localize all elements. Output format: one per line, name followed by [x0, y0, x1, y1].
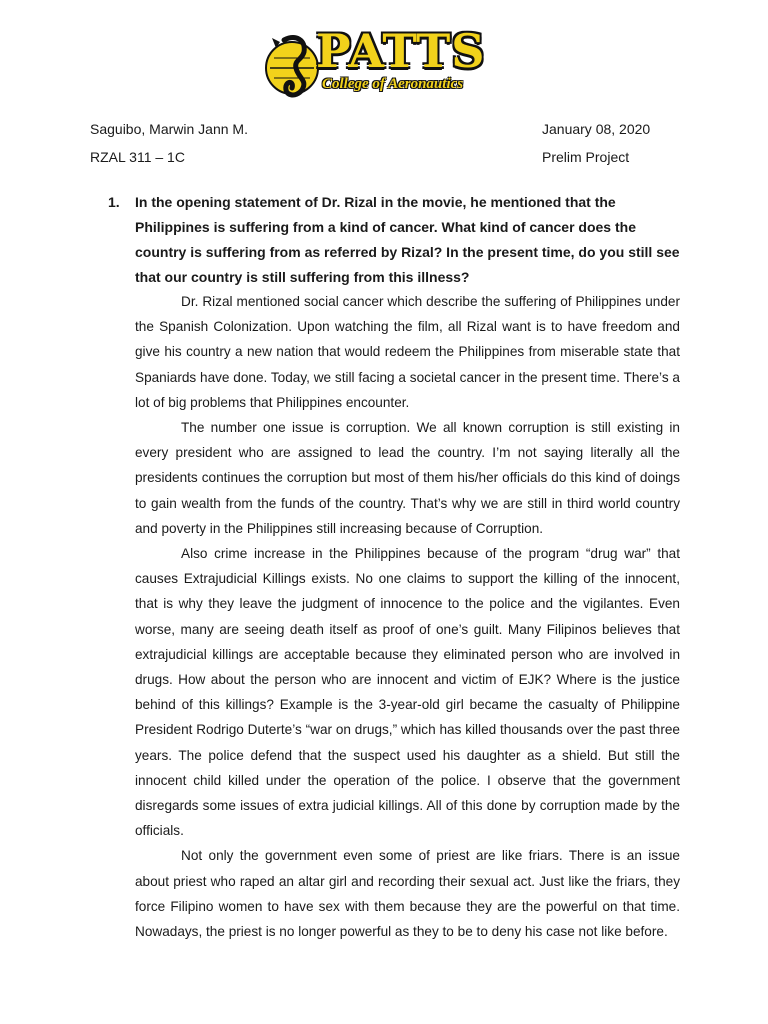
patts-logo: [262, 24, 512, 104]
logo-title: PATTS: [316, 24, 486, 78]
question-text: In the opening statement of Dr. Rizal in the movie, he mentioned that the Philippines is suffering from a kind of cancer. What kind of cancer does the country is suffering from as referred by Rizal? In the present time, do you still see that our country is still suffering from this illness?: [135, 194, 680, 285]
student-name: Saguibo, Marwin Jann M.: [90, 121, 248, 137]
answer-paragraph: The number one issue is corruption. We all known corruption is still existing in every president who are assigned to lead the country. I’m not saying literally all the presidents continues the corruption but most of them his/her officials do this kind of doings to gain wealth from the funds of the country. That’s why we are still in third world country and poverty in the Philippines still increasing because of Corruption.: [135, 420, 680, 536]
seahorse-emblem-icon: [262, 28, 320, 104]
answer-paragraph: Not only the government even some of priest are like friars. There is an issue about priest who raped an altar girl and recording their sexual act. Just like the friars, they force Filipino women to have sex with them because they are the powerful on that time. Nowadays, the priest is no longer powerful as they to be to deny his case not like before.: [135, 848, 680, 940]
answer-paragraph: Dr. Rizal mentioned social cancer which describe the suffering of Philippines under the Spanish Colonization. Upon watching the film, all Rizal want is to have freedom and give his country a new nation that would redeem the Philippines from miserable state that Spaniards have done. Today, we still facing a societal cancer in the present time. There’s a lot of big problems that Philippines encounter.: [135, 294, 680, 410]
course-code: RZAL 311 – 1C: [90, 149, 185, 165]
answer-body: [135, 289, 680, 944]
project-title: Prelim Project: [542, 149, 630, 165]
document-date: January 08, 2020: [542, 121, 651, 137]
date-block: [542, 120, 650, 176]
question-item: [108, 190, 688, 290]
question-number: 1.: [108, 194, 120, 210]
logo-subtitle: College of Aeronautics: [322, 76, 464, 92]
answer-paragraph: Also crime increase in the Philippines because of the program “drug war” that causes Extrajudicial Killings exists. No one claims to support the killing of the innocent, that is why they leave the judgment of innocence to the police and the vigilantes. Even worse, many are seeing death itself as proof of one’s guilt. Many Filipinos believes that extrajudicial killings are acceptable because they eliminated person who are involved in drugs. How about the person who are innocent and victim of EJK? Where is the justice behind of this killings? Example is the 3-year-old girl became the casualty of Philippine President Rodrigo Duterte’s “war on drugs,” which has killed thousands over the past three years. The police defend that the suspect used his daughter as a shield. But still the innocent child killed under the operation of the police. I observe that the government disregards some issues of extra judicial killings. All of this done by corruption made by the officials.: [135, 546, 680, 839]
author-block: [90, 120, 248, 176]
